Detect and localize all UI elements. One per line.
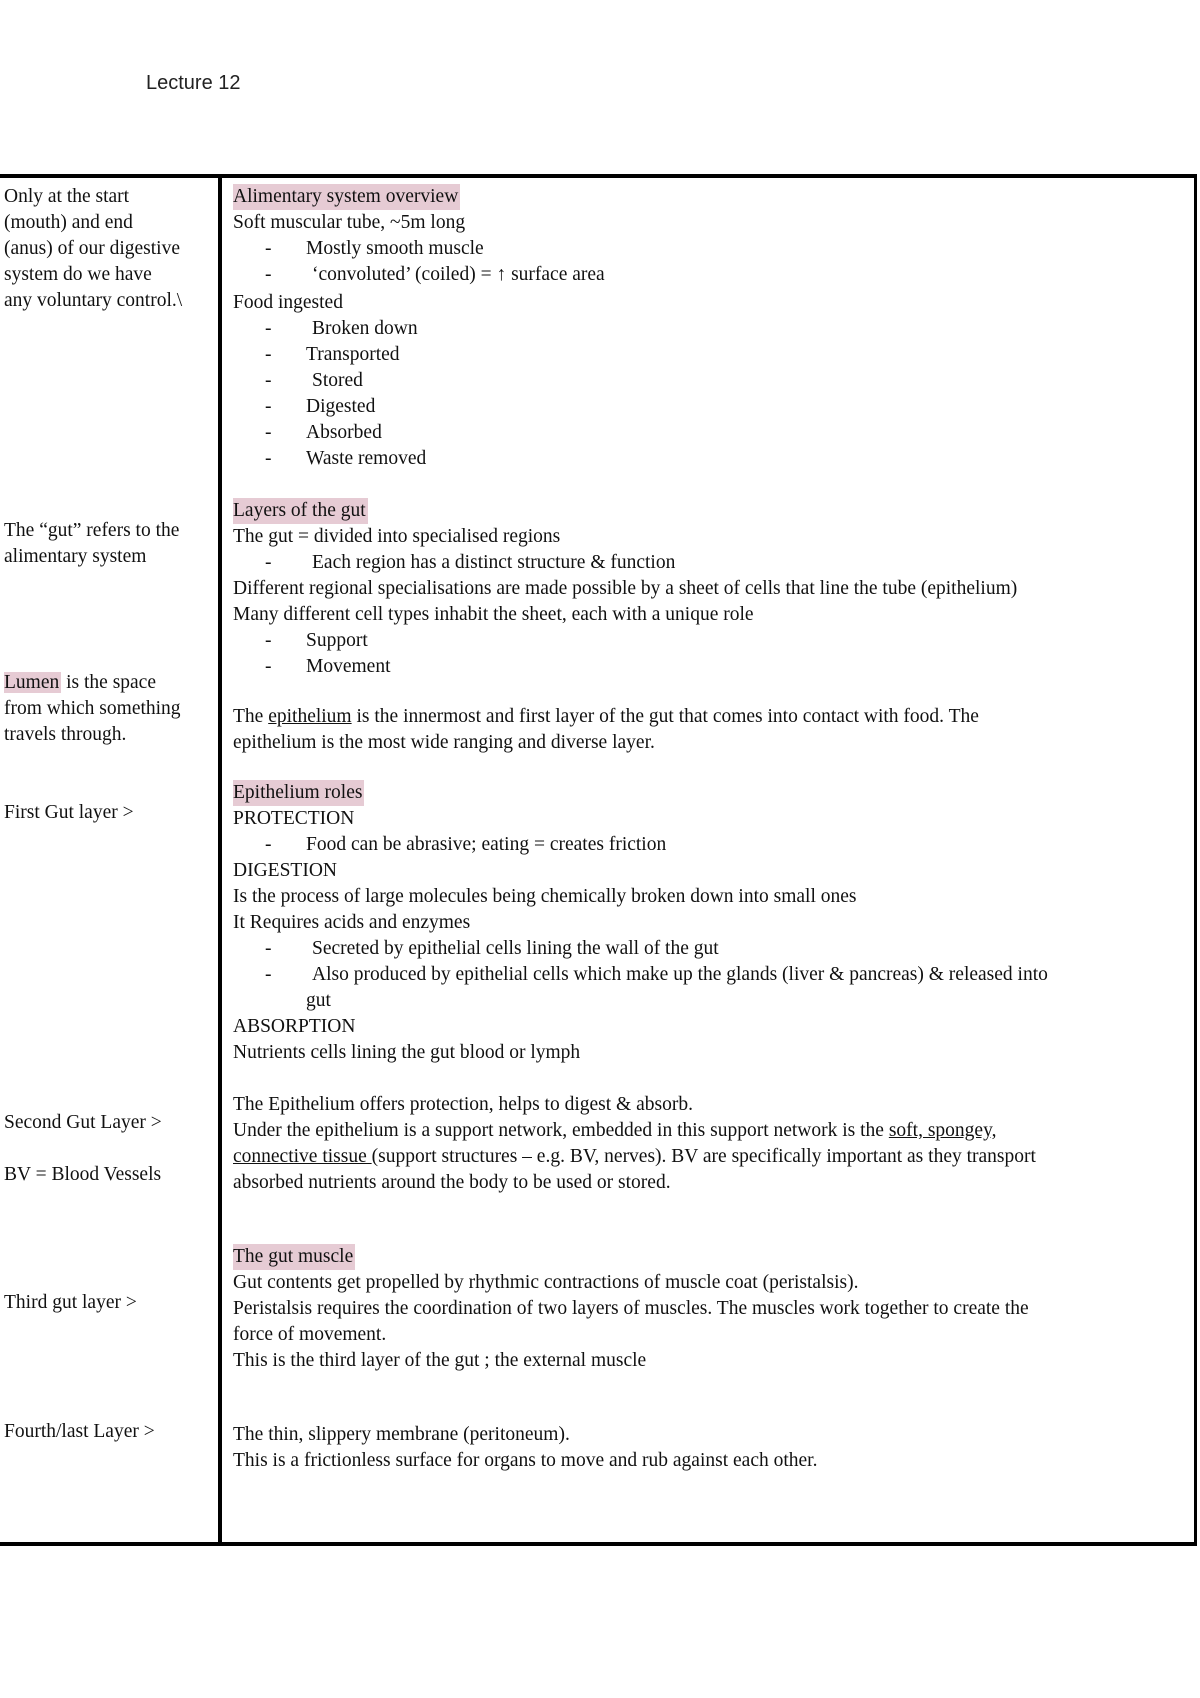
bullet-item: Movement <box>306 656 391 677</box>
bullet-marker: - <box>265 448 272 469</box>
bullet-item: Waste removed <box>306 448 427 469</box>
side-note-line: BV = Blood Vessels <box>4 1164 162 1185</box>
bullet-item: Absorbed <box>306 422 382 443</box>
bullet-item: ‘convoluted’ (coiled) = ↑ surface area <box>312 264 605 285</box>
note-line: Is the process of large molecules being chemically broken down into small ones <box>233 886 857 907</box>
bullet-item: Also produced by epithelial cells which make up the glands (liver & pancreas) & released into <box>312 964 1048 985</box>
bullet-marker: - <box>265 344 272 365</box>
bullet-item: Stored <box>312 370 363 391</box>
note-line: Nutrients cells lining the gut blood or lymph <box>233 1042 581 1063</box>
notes-table <box>0 174 1197 1546</box>
side-note-line: system do we have <box>4 264 152 285</box>
note-line: connective tissue (support structures – e.g. BV, nerves). BV are specifically important as they transport <box>233 1146 1036 1167</box>
side-note-line: alimentary system <box>4 546 147 567</box>
bullet-marker: - <box>265 964 272 985</box>
bullet-item: Support <box>306 630 368 651</box>
connective-tissue-term: connective tissue <box>233 1146 372 1167</box>
side-note-line: Only at the start <box>4 186 130 207</box>
subheading: DIGESTION <box>233 860 337 881</box>
bullet-item: Digested <box>306 396 376 417</box>
subheading: PROTECTION <box>233 808 355 829</box>
section-heading: The gut muscle <box>233 1244 355 1270</box>
bullet-marker: - <box>265 370 272 391</box>
bullet-marker: - <box>265 938 272 959</box>
epithelium-term: epithelium <box>268 706 352 727</box>
note-line: The Epithelium offers protection, helps to digest & absorb. <box>233 1094 693 1115</box>
bullet-marker: - <box>265 422 272 443</box>
note-line: force of movement. <box>233 1324 387 1345</box>
lumen-term: Lumen <box>4 672 60 693</box>
side-note-line: any voluntary control.\ <box>4 290 183 311</box>
note-line: This is the third layer of the gut ; the external muscle <box>233 1350 647 1371</box>
side-note-line: from which something <box>4 698 181 719</box>
note-line: Food ingested <box>233 292 343 313</box>
bullet-marker: - <box>265 396 272 417</box>
bullet-marker: - <box>265 630 272 651</box>
section-heading: Epithelium roles <box>233 780 364 806</box>
side-note-line: The “gut” refers to the <box>4 520 180 541</box>
bullet-item: Mostly smooth muscle <box>306 238 484 259</box>
note-line: It Requires acids and enzymes <box>233 912 471 933</box>
page-title: Lecture 12 <box>146 72 241 94</box>
bullet-item: Secreted by epithelial cells lining the wall of the gut <box>312 938 719 959</box>
bullet-item: Food can be abrasive; eating = creates friction <box>306 834 667 855</box>
bullet-marker: - <box>265 552 272 573</box>
note-line: Many different cell types inhabit the sheet, each with a unique role <box>233 604 754 625</box>
note-line: epithelium is the most wide ranging and diverse layer. <box>233 732 655 753</box>
layer-marker: Second Gut Layer > <box>4 1112 162 1133</box>
subheading: ABSORPTION <box>233 1016 356 1037</box>
bullet-marker: - <box>265 238 272 259</box>
connective-tissue-term: soft, spongey, <box>888 1120 997 1141</box>
bullet-item: Broken down <box>312 318 418 339</box>
bullet-marker: - <box>265 318 272 339</box>
note-line: Peristalsis requires the coordination of two layers of muscles. The muscles work together to create the <box>233 1298 1029 1319</box>
note-line: Different regional specialisations are made possible by a sheet of cells that line the tube (epithelium) <box>233 578 1018 599</box>
note-line: absorbed nutrients around the body to be used or stored. <box>233 1172 671 1193</box>
note-line: Gut contents get propelled by rhythmic contractions of muscle coat (peristalsis). <box>233 1272 859 1293</box>
section-heading: Layers of the gut <box>233 498 368 524</box>
note-line: Soft muscular tube, ~5m long <box>233 212 466 233</box>
bullet-item: gut <box>306 990 331 1011</box>
bullet-marker: - <box>265 656 272 677</box>
column-divider <box>218 178 222 1542</box>
note-line: Under the epithelium is a support network, embedded in this support network is the soft, spongey, <box>233 1120 997 1141</box>
bullet-marker: - <box>265 834 272 855</box>
layer-marker: Third gut layer > <box>4 1292 137 1313</box>
side-note-line: (mouth) and end <box>4 212 133 233</box>
side-note-line: travels through. <box>4 724 127 745</box>
note-line: The epithelium is the innermost and first layer of the gut that comes into contact with food. The <box>233 706 979 727</box>
note-line: The thin, slippery membrane (peritoneum). <box>233 1424 570 1445</box>
side-note-line: Lumen is the space <box>4 672 156 693</box>
bullet-item: Each region has a distinct structure & function <box>312 552 676 573</box>
note-line: The gut = divided into specialised regions <box>233 526 561 547</box>
layer-marker: Fourth/last Layer > <box>4 1421 155 1442</box>
side-note-line: (anus) of our digestive <box>4 238 180 259</box>
bullet-item: Transported <box>306 344 400 365</box>
bullet-marker: - <box>265 264 272 285</box>
note-line: This is a frictionless surface for organs to move and rub against each other. <box>233 1450 818 1471</box>
section-heading: Alimentary system overview <box>233 184 460 210</box>
layer-marker: First Gut layer > <box>4 802 134 823</box>
